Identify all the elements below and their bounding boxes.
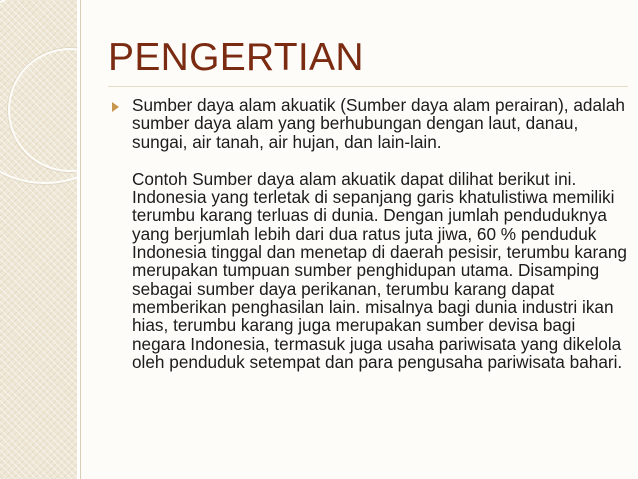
definition-paragraph: Sumber daya alam akuatik (Sumber daya alam perairan), adalah sumber daya alam yang berhubungan dengan laut, danau, sungai, air tanah, air hujan, dan lain-lain. [132,95,625,152]
slide-title: PENGERTIAN [108,36,364,79]
title-divider [108,86,628,87]
slide-body [108,96,628,371]
bullet-arrow-icon [112,102,119,112]
decorative-side-panel [0,0,77,479]
bullet-item [108,96,628,371]
example-paragraph: Contoh Sumber daya alam akuatik dapat dilihat berikut ini. Indonesia yang terletak di sepanjang garis khatulistiwa memiliki terumbu karang terluas di dunia. Dengan jumlah penduduknya yang berjumlah lebih dari dua ratus juta jiwa, 60 % penduduk Indonesia tinggal dan menetap di daerah pesisir, terumbu karang merupakan tumpuan sumber penghidupan utama. Disamping sebagai sumber daya perikanan, terumbu karang dapat memberikan penghasilan lain. misalnya bagi dunia industri ikan hias, terumbu karang juga merupakan sumber devisa bagi negara Indonesia, termasuk juga usaha pariwisata yang dikelola oleh penduduk setempat dan para pengusaha pariwisata bahari. [132,168,627,372]
panel-divider [80,0,81,479]
